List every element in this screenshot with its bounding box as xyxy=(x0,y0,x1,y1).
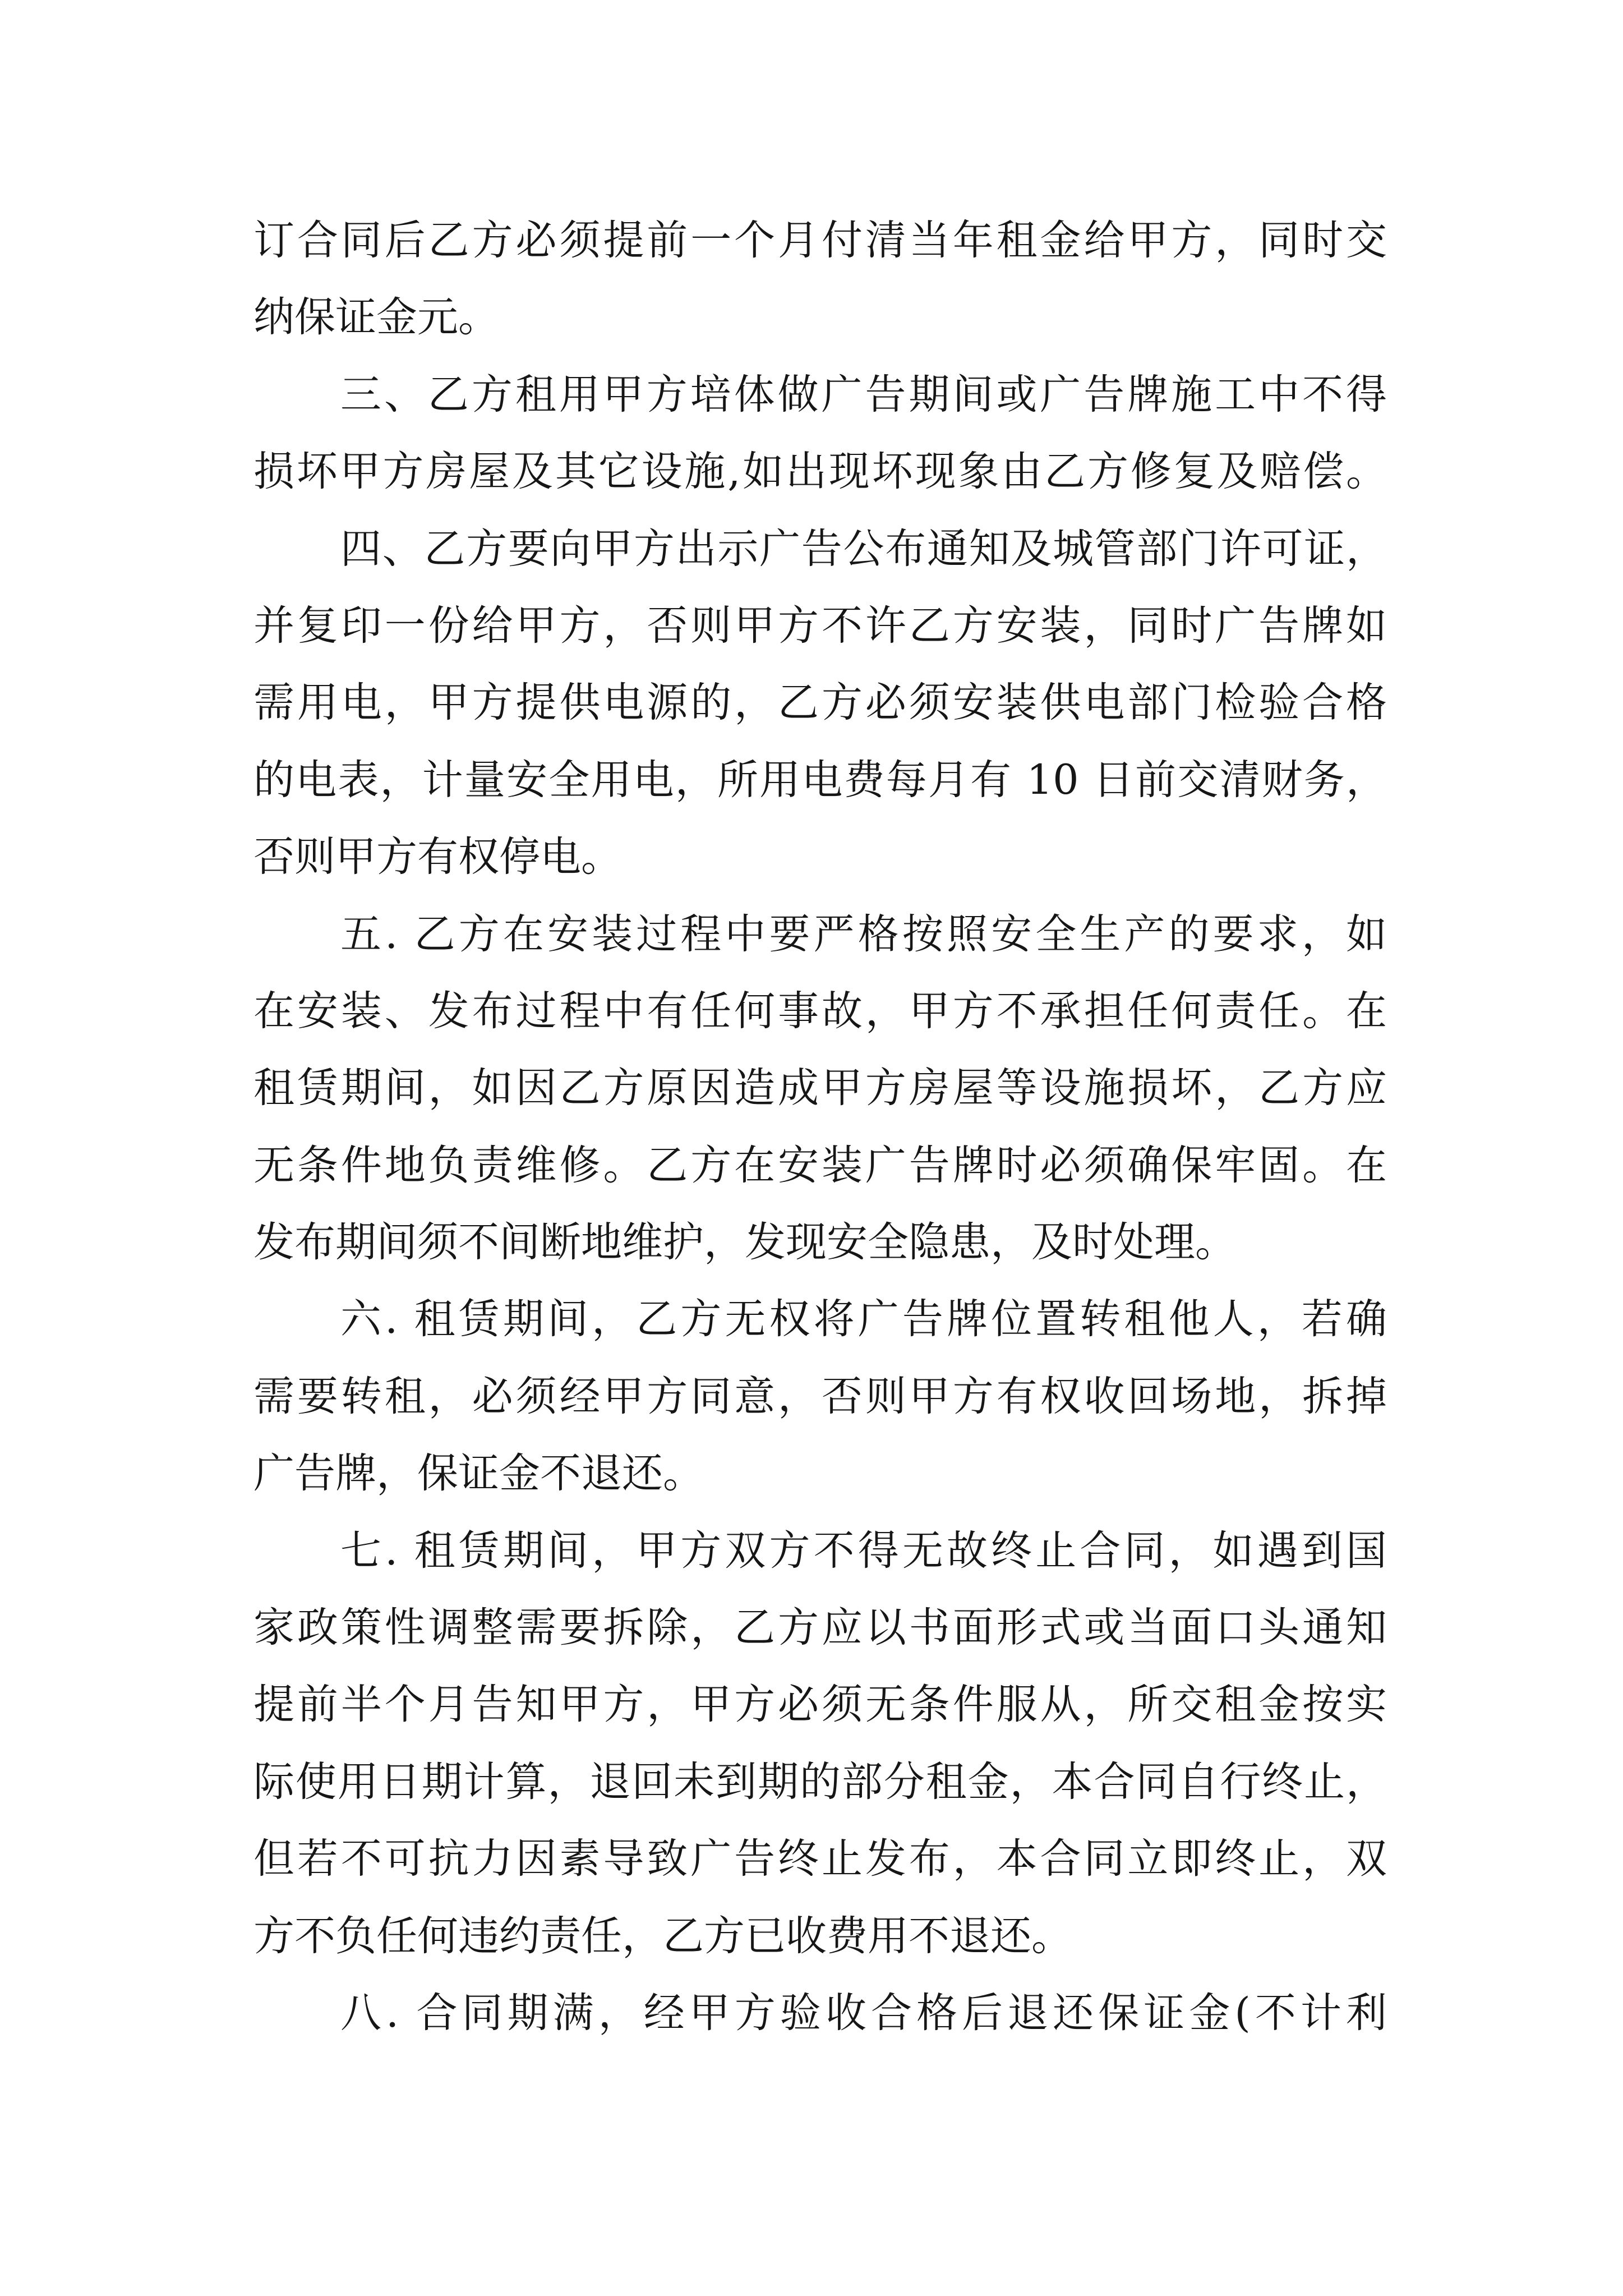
text-line: 三、乙方租用甲方培体做广告期间或广告牌施工中不得 xyxy=(340,370,1387,418)
text-line: 订合同后乙方必须提前一个月付清当年租金给甲方，同时交 xyxy=(253,217,1387,264)
text-line: 需用电，甲方提供电源的，乙方必须安装供电部门检验合格 xyxy=(253,679,1387,727)
text-line: 在安装、发布过程中有任何事故，甲方不承担任何责任。在 xyxy=(253,987,1387,1035)
text-line: 际使用日期计算，退回未到期的部分租金，本合同自行终止， xyxy=(253,1757,1387,1806)
text-line: 损坏甲方房屋及其它设施,如出现坏现象由乙方修复及赔偿。 xyxy=(253,448,1387,496)
text-line: 家政策性调整需要拆除，乙方应以书面形式或当面口头通知 xyxy=(253,1604,1387,1652)
text-line: 但若不可抗力因素导致广告终止发布，本合同立即终止，双 xyxy=(253,1835,1387,1883)
text-line: 无条件地负责维修。乙方在安装广告牌时必须确保牢固。在 xyxy=(253,1141,1387,1189)
text-line: 租赁期间，如因乙方原因造成甲方房屋等设施损坏，乙方应 xyxy=(253,1064,1387,1112)
clause-4 xyxy=(253,510,1387,896)
text-line: 方不负任何违约责任，乙方已收费用不退还。 xyxy=(253,1912,1072,1960)
text-line: 并复印一份给甲方，否则甲方不许乙方安装，同时广告牌如 xyxy=(253,601,1387,650)
text-line: 的电表，计量安全用电，所用电费每月有 10 日前交清财务， xyxy=(253,756,1387,804)
text-line: 六. 租赁期间，乙方无权将广告牌位置转租他人，若确 xyxy=(340,1295,1387,1343)
text-line: 五. 乙方在安装过程中要严格按照安全生产的要求，如 xyxy=(340,910,1387,958)
text-line: 提前半个月告知甲方，甲方必须无条件服从，所交租金按实 xyxy=(253,1681,1387,1729)
clause-8 xyxy=(253,1975,1387,2051)
clause-3 xyxy=(253,356,1387,510)
clause-7 xyxy=(253,1512,1387,1975)
text-line: 否则甲方有权停电。 xyxy=(253,833,622,881)
text-line: 广告牌，保证金不退还。 xyxy=(253,1450,704,1498)
clause-5 xyxy=(253,896,1387,1281)
text-line: 需要转租，必须经甲方同意，否则甲方有权收回场地，拆掉 xyxy=(253,1372,1387,1420)
text-line: 四、乙方要向甲方出示广告公布通知及城管部门许可证， xyxy=(340,524,1387,573)
contract-body xyxy=(253,202,1387,2051)
text-line: 七. 租赁期间，甲方双方不得无故终止合同，如遇到国 xyxy=(340,1526,1387,1575)
clause-continuation xyxy=(253,202,1387,356)
text-line: 发布期间须不间断地维护，发现安全隐患，及时处理。 xyxy=(253,1218,1236,1267)
text-line: 八. 合同期满，经甲方验收合格后退还保证金(不计利 xyxy=(340,1989,1387,2037)
text-line: 纳保证金元。 xyxy=(253,293,499,342)
clause-6 xyxy=(253,1281,1387,1512)
